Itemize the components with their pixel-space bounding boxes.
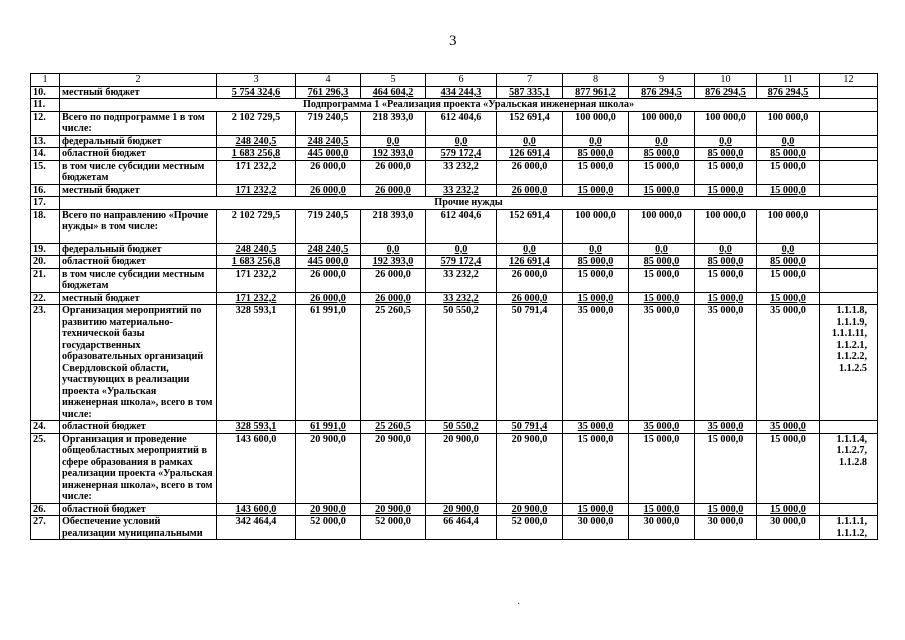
value-cell: 218 393,0 — [361, 209, 426, 243]
value-cell: 26 000,0 — [497, 268, 563, 292]
row-number: 23. — [31, 305, 60, 421]
row-name: в том числе субсидии местным бюджетам — [60, 160, 217, 184]
value-cell: 33 232,2 — [426, 184, 497, 197]
value-cell: 0,0 — [497, 135, 563, 148]
value-cell: 143 600,0 — [217, 503, 296, 516]
value-cell: 25 260,5 — [361, 305, 426, 421]
value-cell: 52 000,0 — [497, 516, 563, 540]
value-cell: 20 900,0 — [296, 503, 361, 516]
value-cell: 100 000,0 — [695, 209, 757, 243]
row-name: областной бюджет — [60, 421, 217, 434]
value-cell: 35 000,0 — [757, 421, 820, 434]
value-cell: 50 550,2 — [426, 421, 497, 434]
value-cell: 171 232,2 — [217, 292, 296, 305]
value-cell: 15 000,0 — [695, 292, 757, 305]
value-cell: 248 240,5 — [296, 243, 361, 256]
value-cell: 30 000,0 — [563, 516, 629, 540]
value-cell: 26 000,0 — [361, 160, 426, 184]
value-cell: 328 593,1 — [217, 421, 296, 434]
value-cell: 876 294,5 — [757, 86, 820, 99]
value-cell: 100 000,0 — [629, 111, 695, 135]
value-cell: 15 000,0 — [695, 503, 757, 516]
value-cell: 587 335,1 — [497, 86, 563, 99]
value-cell: 126 691,4 — [497, 148, 563, 161]
value-cell: 20 900,0 — [426, 433, 497, 503]
budget-table — [30, 73, 878, 540]
value-cell: 0,0 — [497, 243, 563, 256]
value-cell: 15 000,0 — [563, 160, 629, 184]
value-cell: 26 000,0 — [361, 268, 426, 292]
column-number-cell: 3 — [217, 74, 296, 87]
value-cell: 30 000,0 — [757, 516, 820, 540]
column-number-cell: 9 — [629, 74, 695, 87]
value-cell: 15 000,0 — [629, 184, 695, 197]
value-cell: 100 000,0 — [629, 209, 695, 243]
value-cell: 192 393,0 — [361, 148, 426, 161]
row-name: Обеспечение условий реализации муниципальными — [60, 516, 217, 540]
value-cell: 66 464,4 — [426, 516, 497, 540]
row-name: в том числе субсидии местным бюджетам — [60, 268, 217, 292]
row-name: Всего по подпрограмме 1 в том числе: — [60, 111, 217, 135]
value-cell: 218 393,0 — [361, 111, 426, 135]
value-cell: 876 294,5 — [695, 86, 757, 99]
column-number-cell: 8 — [563, 74, 629, 87]
value-cell: 15 000,0 — [757, 160, 820, 184]
row-name: Всего по направлению «Прочие нужды» в том числе: — [60, 209, 217, 243]
row-name: Организация мероприятий по развитию материально-технической базы государственных образовательных организаций Свердловской области, участвующих в реализации проекта «Уральская инженерная школа», всего в том числе: — [60, 305, 217, 421]
scan-artifact-dot: · — [517, 599, 521, 610]
table-row — [31, 305, 878, 421]
value-cell: 248 240,5 — [217, 135, 296, 148]
value-cell: 15 000,0 — [563, 268, 629, 292]
value-cell: 0,0 — [695, 243, 757, 256]
value-cell: 171 232,2 — [217, 160, 296, 184]
value-cell: 25 260,5 — [361, 421, 426, 434]
value-cell: 15 000,0 — [695, 160, 757, 184]
row-number: 12. — [31, 111, 60, 135]
value-cell: 248 240,5 — [296, 135, 361, 148]
value-cell: 152 691,4 — [497, 111, 563, 135]
value-cell: 35 000,0 — [757, 305, 820, 421]
section-title: Подпрограмма 1 «Реализация проекта «Уральская инженерная школа» — [60, 99, 878, 112]
value-cell: 20 900,0 — [426, 503, 497, 516]
value-cell: 100 000,0 — [695, 111, 757, 135]
table-row — [31, 268, 878, 292]
table-row — [31, 433, 878, 503]
value-cell: 100 000,0 — [757, 209, 820, 243]
value-cell: 85 000,0 — [563, 256, 629, 269]
value-cell: 719 240,5 — [296, 111, 361, 135]
value-cell: 719 240,5 — [296, 209, 361, 243]
value-cell: 100 000,0 — [563, 209, 629, 243]
value-cell: 15 000,0 — [563, 433, 629, 503]
value-cell: 26 000,0 — [361, 184, 426, 197]
value-cell: 0,0 — [563, 243, 629, 256]
column-number-cell: 7 — [497, 74, 563, 87]
table-row — [31, 516, 878, 540]
row-number: 27. — [31, 516, 60, 540]
value-cell: 579 172,4 — [426, 256, 497, 269]
row-number: 22. — [31, 292, 60, 305]
table-row — [31, 256, 878, 269]
value-cell: 0,0 — [361, 243, 426, 256]
row-number: 13. — [31, 135, 60, 148]
value-cell: 5 754 324,6 — [217, 86, 296, 99]
table-body — [31, 74, 878, 540]
value-cell: 26 000,0 — [296, 184, 361, 197]
value-cell: 26 000,0 — [296, 160, 361, 184]
value-cell: 434 244,3 — [426, 86, 497, 99]
table-row — [31, 111, 878, 135]
column-number-cell: 2 — [60, 74, 217, 87]
section-row — [31, 197, 878, 210]
value-cell: 2 102 729,5 — [217, 209, 296, 243]
value-cell: 26 000,0 — [497, 292, 563, 305]
value-cell: 50 550,2 — [426, 305, 497, 421]
row-name: областной бюджет — [60, 503, 217, 516]
value-cell: 33 232,2 — [426, 292, 497, 305]
value-cell: 20 900,0 — [361, 433, 426, 503]
value-cell: 15 000,0 — [629, 503, 695, 516]
value-cell: 35 000,0 — [695, 305, 757, 421]
value-cell: 15 000,0 — [563, 503, 629, 516]
value-cell: 100 000,0 — [563, 111, 629, 135]
value-cell: 15 000,0 — [695, 184, 757, 197]
value-cell: 15 000,0 — [757, 503, 820, 516]
reference-cell — [820, 148, 878, 161]
value-cell: 2 102 729,5 — [217, 111, 296, 135]
value-cell: 0,0 — [426, 243, 497, 256]
value-cell: 579 172,4 — [426, 148, 497, 161]
reference-cell — [820, 268, 878, 292]
reference-cell: 1.1.1.8, 1.1.1.9, 1.1.1.11, 1.1.2.1, 1.1.2.2, 1.1.2.5 — [820, 305, 878, 421]
value-cell: 61 991,0 — [296, 421, 361, 434]
value-cell: 50 791,4 — [497, 305, 563, 421]
value-cell: 33 232,2 — [426, 268, 497, 292]
row-number: 16. — [31, 184, 60, 197]
value-cell: 328 593,1 — [217, 305, 296, 421]
reference-cell: 1.1.1.4, 1.1.2.7, 1.1.2.8 — [820, 433, 878, 503]
row-name: местный бюджет — [60, 184, 217, 197]
value-cell: 0,0 — [757, 135, 820, 148]
column-number-cell: 4 — [296, 74, 361, 87]
value-cell: 15 000,0 — [563, 292, 629, 305]
value-cell: 85 000,0 — [695, 256, 757, 269]
row-number: 24. — [31, 421, 60, 434]
value-cell: 61 991,0 — [296, 305, 361, 421]
value-cell: 1 683 256,8 — [217, 148, 296, 161]
value-cell: 20 900,0 — [296, 433, 361, 503]
value-cell: 1 683 256,8 — [217, 256, 296, 269]
row-number: 26. — [31, 503, 60, 516]
value-cell: 20 900,0 — [361, 503, 426, 516]
value-cell: 445 000,0 — [296, 256, 361, 269]
value-cell: 192 393,0 — [361, 256, 426, 269]
value-cell: 612 404,6 — [426, 111, 497, 135]
value-cell: 26 000,0 — [296, 268, 361, 292]
value-cell: 248 240,5 — [217, 243, 296, 256]
value-cell: 445 000,0 — [296, 148, 361, 161]
table-row — [31, 135, 878, 148]
value-cell: 877 961,2 — [563, 86, 629, 99]
section-title: Прочие нужды — [60, 197, 878, 210]
row-name: местный бюджет — [60, 86, 217, 99]
table-row — [31, 243, 878, 256]
value-cell: 35 000,0 — [695, 421, 757, 434]
value-cell: 35 000,0 — [629, 421, 695, 434]
value-cell: 0,0 — [361, 135, 426, 148]
value-cell: 30 000,0 — [629, 516, 695, 540]
value-cell: 15 000,0 — [629, 160, 695, 184]
reference-cell — [820, 503, 878, 516]
value-cell: 85 000,0 — [563, 148, 629, 161]
column-number-row — [31, 74, 878, 87]
value-cell: 342 464,4 — [217, 516, 296, 540]
value-cell: 152 691,4 — [497, 209, 563, 243]
value-cell: 26 000,0 — [361, 292, 426, 305]
value-cell: 612 404,6 — [426, 209, 497, 243]
row-number: 14. — [31, 148, 60, 161]
value-cell: 85 000,0 — [695, 148, 757, 161]
table-row — [31, 209, 878, 243]
column-number-cell: 1 — [31, 74, 60, 87]
value-cell: 15 000,0 — [695, 268, 757, 292]
table-row — [31, 292, 878, 305]
reference-cell — [820, 243, 878, 256]
table-row — [31, 148, 878, 161]
value-cell: 0,0 — [629, 135, 695, 148]
row-name: местный бюджет — [60, 292, 217, 305]
value-cell: 85 000,0 — [757, 256, 820, 269]
value-cell: 85 000,0 — [757, 148, 820, 161]
reference-cell: 1.1.1.1, 1.1.1.2, — [820, 516, 878, 540]
reference-cell — [820, 209, 878, 243]
row-number: 11. — [31, 99, 60, 112]
value-cell: 35 000,0 — [563, 421, 629, 434]
value-cell: 15 000,0 — [757, 184, 820, 197]
value-cell: 15 000,0 — [757, 433, 820, 503]
row-number: 15. — [31, 160, 60, 184]
table-row — [31, 86, 878, 99]
value-cell: 0,0 — [563, 135, 629, 148]
reference-cell — [820, 160, 878, 184]
column-number-cell: 5 — [361, 74, 426, 87]
table-row — [31, 421, 878, 434]
value-cell: 15 000,0 — [757, 292, 820, 305]
value-cell: 35 000,0 — [629, 305, 695, 421]
value-cell: 20 900,0 — [497, 433, 563, 503]
table-row — [31, 503, 878, 516]
row-number: 25. — [31, 433, 60, 503]
value-cell: 15 000,0 — [629, 292, 695, 305]
value-cell: 15 000,0 — [563, 184, 629, 197]
value-cell: 100 000,0 — [757, 111, 820, 135]
row-name: Организация и проведение общеобластных мероприятий в сфере образования в рамках реализации проекта «Уральская инженерная школа», всего в том числе: — [60, 433, 217, 503]
reference-cell — [820, 292, 878, 305]
row-number: 20. — [31, 256, 60, 269]
reference-cell — [820, 111, 878, 135]
row-number: 21. — [31, 268, 60, 292]
value-cell: 35 000,0 — [563, 305, 629, 421]
reference-cell — [820, 256, 878, 269]
reference-cell — [820, 184, 878, 197]
row-number: 19. — [31, 243, 60, 256]
value-cell: 464 604,2 — [361, 86, 426, 99]
value-cell: 15 000,0 — [757, 268, 820, 292]
column-number-cell: 6 — [426, 74, 497, 87]
value-cell: 85 000,0 — [629, 148, 695, 161]
value-cell: 876 294,5 — [629, 86, 695, 99]
value-cell: 143 600,0 — [217, 433, 296, 503]
reference-cell — [820, 135, 878, 148]
value-cell: 171 232,2 — [217, 268, 296, 292]
value-cell: 85 000,0 — [629, 256, 695, 269]
value-cell: 0,0 — [426, 135, 497, 148]
value-cell: 52 000,0 — [296, 516, 361, 540]
row-number: 17. — [31, 197, 60, 210]
value-cell: 0,0 — [629, 243, 695, 256]
section-row — [31, 99, 878, 112]
row-number: 10. — [31, 86, 60, 99]
column-number-cell: 10 — [695, 74, 757, 87]
value-cell: 52 000,0 — [361, 516, 426, 540]
value-cell: 20 900,0 — [497, 503, 563, 516]
row-name: областной бюджет — [60, 148, 217, 161]
value-cell: 15 000,0 — [629, 433, 695, 503]
value-cell: 15 000,0 — [629, 268, 695, 292]
column-number-cell: 12 — [820, 74, 878, 87]
page-number: 3 — [449, 33, 457, 49]
value-cell: 0,0 — [757, 243, 820, 256]
value-cell: 50 791,4 — [497, 421, 563, 434]
table-row — [31, 184, 878, 197]
value-cell: 126 691,4 — [497, 256, 563, 269]
value-cell: 171 232,2 — [217, 184, 296, 197]
value-cell: 26 000,0 — [497, 160, 563, 184]
value-cell: 761 296,3 — [296, 86, 361, 99]
value-cell: 33 232,2 — [426, 160, 497, 184]
row-name: федеральный бюджет — [60, 243, 217, 256]
value-cell: 30 000,0 — [695, 516, 757, 540]
value-cell: 26 000,0 — [497, 184, 563, 197]
row-name: областной бюджет — [60, 256, 217, 269]
reference-cell — [820, 421, 878, 434]
row-number: 18. — [31, 209, 60, 243]
column-number-cell: 11 — [757, 74, 820, 87]
table-row — [31, 160, 878, 184]
value-cell: 15 000,0 — [695, 433, 757, 503]
value-cell: 0,0 — [695, 135, 757, 148]
reference-cell — [820, 86, 878, 99]
row-name: федеральный бюджет — [60, 135, 217, 148]
value-cell: 26 000,0 — [296, 292, 361, 305]
